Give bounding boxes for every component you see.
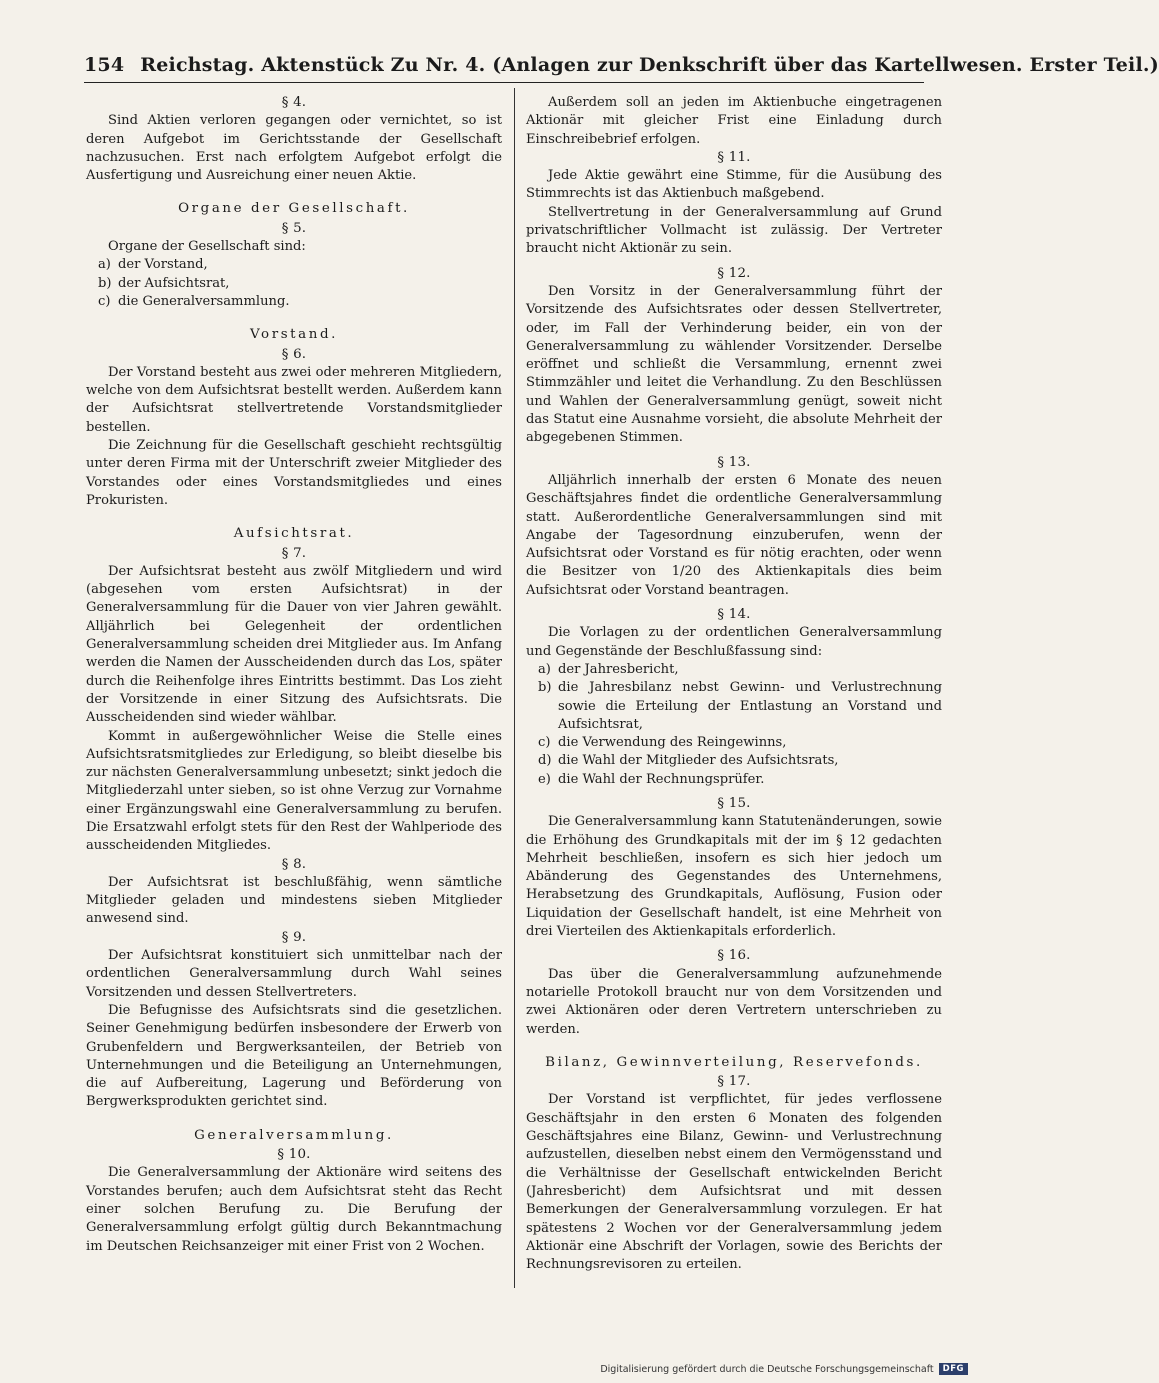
left-column: [86, 94, 502, 1256]
list-text: der Jahresbericht,: [558, 661, 679, 677]
section-16-title: § 16.: [717, 948, 751, 964]
list-label: c): [538, 735, 551, 751]
heading-generalversammlung: Generalversammlung.: [194, 1127, 394, 1143]
dfg-logo-icon: DFG: [939, 1363, 968, 1375]
list-item: [526, 752, 942, 770]
section-17-text: Der Vorstand ist verpflichtet, für jedes verflossene Geschäftsjahr in den ersten 6 Monaten des folgenden Geschäftsjahres eine Bilanz, Gewinn- und Verlustrechnung aufzustellen, dieselben nebst einem den Vermögensstand und die Verhältnisse der Gesellschaft entwickelnden Bericht (Jahresbericht) dem Aufsichtsrat und mit dessen Bemerkungen der Generalversammlung vorzulegen. Er hat spätestens 2 Wochen vor der Generalversammlung jedem Aktionär eine Abschrift der Vorlagen, sowie des Berichts der Rechnungsrevisoren zu erteilen.: [526, 1092, 942, 1273]
section-15-text: Die Generalversammlung kann Statutenänderungen, sowie die Erhöhung des Grundkapitals mit der im § 12 gedachten Mehrheit beschließen, insofern es sich hier jedoch um Abänderung des Gegenstandes des Unternehmens, Herabsetzung des Grundkapitals, Auflösung, Fusion oder Liquidation der Gesellschaft handelt, ist eine Mehrheit von drei Vierteilen des Aktienkapitals erforderlich.: [526, 814, 942, 940]
list-item: [526, 661, 942, 679]
list-label: a): [538, 661, 551, 677]
list-label: a): [98, 257, 111, 273]
section-14-title: § 14.: [717, 607, 751, 623]
section-9-para-1: Der Aufsichtsrat konstituiert sich unmittelbar nach der ordentlichen Generalversammlung durch Wahl seines Vorsitzenden und dessen Stellvertreters.: [86, 948, 502, 1000]
list-label: e): [538, 771, 551, 787]
section-9-title: § 9.: [281, 929, 307, 945]
section-12-title: § 12.: [717, 265, 751, 281]
list-text: die Wahl der Mitglieder des Aufsichtsrats,: [558, 753, 839, 769]
section-10-text: Die Generalversammlung der Aktionäre wird seitens des Vorstandes berufen; auch dem Aufsichtsrat steht das Recht einer solchen Berufung zu. Die Berufung der Generalversammlung erfolgt gültig durch Bekanntmachung im Deutschen Reichsanzeiger mit einer Frist von 2 Wochen.: [86, 1165, 502, 1254]
section-15-title: § 15.: [717, 795, 751, 811]
section-6-title: § 6.: [281, 346, 307, 362]
list-label: b): [538, 680, 552, 696]
list-item: [86, 275, 502, 293]
digitization-credit: [600, 1363, 968, 1375]
list-item: [526, 771, 942, 789]
list-item: [86, 293, 502, 311]
list-text: der Vorstand,: [118, 257, 208, 273]
section-16-text: Das über die Generalversammlung aufzunehmende notarielle Protokoll braucht nur von dem Vorsitzenden und zwei Aktionären oder deren Vertretern unterschrieben zu werden.: [526, 966, 942, 1037]
page-header-title: Reichstag. Aktenstück Zu Nr. 4. (Anlagen zur Denkschrift über das Kartellwesen. Erster Teil.): [140, 54, 1159, 76]
section-6-para-2: Die Zeichnung für die Gesellschaft geschieht rechtsgültig unter deren Firma mit der Unterschrift zweier Mitglieder des Vorstandes oder eines Vorstandsmitgliedes und eines Prokuristen.: [86, 438, 502, 508]
list-text: die Jahresbilanz nebst Gewinn- und Verlustrechnung sowie die Erteilung der Entlastung an Vorstand und Aufsichtsrat,: [558, 680, 942, 732]
list-label: b): [98, 275, 112, 291]
section-5-list: [86, 256, 502, 311]
section-8-title: § 8.: [281, 856, 307, 872]
list-text: die Verwendung des Reingewinns,: [558, 735, 787, 751]
section-11-para-2: Stellvertretung in der Generalversammlung auf Grund privatschriftlicher Vollmacht ist zulässig. Der Vertreter braucht nicht Aktionär zu sein.: [526, 204, 942, 257]
section-4-text: Sind Aktien verloren gegangen oder vernichtet, so ist deren Aufgebot im Gerichtsstande der Gesellschaft nachzusuchen. Erst nach erfolgtem Aufgebot erfolgt die Ausfertigung und Ausreichung einer neuen Aktie.: [86, 113, 502, 184]
column-divider: [514, 88, 515, 1288]
section-12-text: Den Vorsitz in der Generalversammlung führt der Vorsitzende des Aufsichtsrates oder dessen Stellvertreter, oder, im Fall der Verhinderung beider, ein von der Generalversammlung zu wählender Vorsitzender. Derselbe eröffnet und schließt die Versammlung, ernennt zwei Stimmzähler und leitet die Verhandlung. Zu den Beschlüssen und Wahlen der Generalversammlung genügt, soweit nicht das Statut eine Ausnahme vorsieht, die absolute Mehrheit der abgegebenen Stimmen.: [526, 283, 942, 446]
list-label: c): [98, 293, 111, 309]
section-7-para-2: Kommt in außergewöhnlicher Weise die Stelle eines Aufsichtsratsmitgliedes zur Erledigung, so bleibt dieselbe bis zur nächsten Generalversammlung unbesetzt; sinkt jedoch die Mitgliederzahl unter sieben, so ist ohne Verzug zur Vornahme einer Ergänzungswahl eine Generalversammlung zu berufen. Die Ersatzwahl erfolgt stets für den Rest der Wahlperiode des ausscheidenden Mitgliedes.: [86, 728, 502, 854]
section-13-text: Alljährlich innerhalb der ersten 6 Monate des neuen Geschäftsjahres findet die ordentliche Generalversammlung statt. Außerordentliche Generalversammlungen sind mit Angabe der Tagesordnung einzuberufen, wenn der Aufsichtsrat oder Vorstand es für nötig erachten, oder wenn die Besitzer von 1/20 des Aktienkapitals dies beim Aufsichtsrat oder Vorstand beantragen.: [526, 472, 942, 598]
section-7-title: § 7.: [281, 545, 307, 561]
footer-text: Digitalisierung gefördert durch die Deutsche Forschungsgemeinschaft: [600, 1363, 934, 1375]
section-7-para-1: Der Aufsichtsrat besteht aus zwölf Mitgliedern und wird (abgesehen vom ersten Aufsichtsrat) in der Generalversammlung für die Dauer von vier Jahren gewählt. Alljährlich bei Gelegenheit der ordentlichen Generalversammlung scheiden drei Mitglieder aus. Im Anfang werden die Namen der Ausscheidenden durch das Los, später durch die Reihenfolge ihres Eintritts bestimmt. Das Los zieht der Vorsitzende in einer Sitzung des Aufsichtsrats. Die Ausscheidenden sind wieder wählbar.: [86, 563, 502, 726]
section-5-title: § 5.: [281, 220, 307, 236]
section-14-intro: Die Vorlagen zu der ordentlichen Generalversammlung und Gegenstände der Beschlußfassung sind:: [526, 625, 942, 659]
section-8-text: Der Aufsichtsrat ist beschlußfähig, wenn sämtliche Mitglieder geladen und mindestens sieben Mitglieder anwesend sind.: [86, 874, 502, 927]
page-number: 154: [84, 54, 125, 76]
right-column: [526, 94, 942, 1274]
list-label: d): [538, 753, 552, 769]
section-11-para-1: Jede Aktie gewährt eine Stimme, für die Ausübung des Stimmrechts ist das Aktienbuch maßgebend.: [526, 168, 942, 202]
list-item: [526, 679, 942, 734]
list-item: [526, 734, 942, 752]
section-6-para-1: Der Vorstand besteht aus zwei oder mehreren Mitgliedern, welche von dem Aufsichtsrat bestellt werden. Außerdem kann der Aufsichtsrat stellvertretende Vorstandsmitglieder bestellen.: [86, 364, 502, 435]
section-4-title: § 4.: [281, 95, 307, 110]
list-item: [86, 256, 502, 274]
list-text: die Generalversammlung.: [118, 293, 290, 309]
section-9-para-2: Die Befugnisse des Aufsichtsrats sind die gesetzlichen. Seiner Genehmigung bedürfen insbesondere der Erwerb von Grubenfeldern und Bergwerksanteilen, der Betrieb von Unternehmungen und die Beteiligung an Unternehmungen, die auf Aufbereitung, Lagerung und Beförderung von Bergwerksprodukten gerichtet sind.: [86, 1002, 502, 1110]
heading-aufsichtsrat: Aufsichtsrat.: [233, 526, 355, 542]
heading-organe: Organe der Gesellschaft.: [178, 201, 410, 217]
section-5-intro: Organe der Gesellschaft sind:: [108, 239, 306, 255]
header-rule: [84, 82, 924, 83]
section-10-continued: Außerdem soll an jeden im Aktienbuche eingetragenen Aktionär mit gleicher Frist eine Einladung durch Einschreibebrief erfolgen.: [526, 95, 942, 147]
list-text: der Aufsichtsrat,: [118, 275, 230, 291]
section-10-title: § 10.: [277, 1147, 311, 1163]
section-13-title: § 13.: [717, 454, 751, 470]
section-17-title: § 17.: [717, 1074, 751, 1090]
page-header: [84, 54, 1159, 76]
section-11-title: § 11.: [717, 149, 751, 165]
heading-vorstand: Vorstand.: [250, 327, 338, 343]
list-text: die Wahl der Rechnungsprüfer.: [558, 771, 765, 787]
heading-bilanz: Bilanz, Gewinnverteilung, Reservefonds.: [545, 1054, 923, 1070]
section-14-list: [526, 661, 942, 789]
